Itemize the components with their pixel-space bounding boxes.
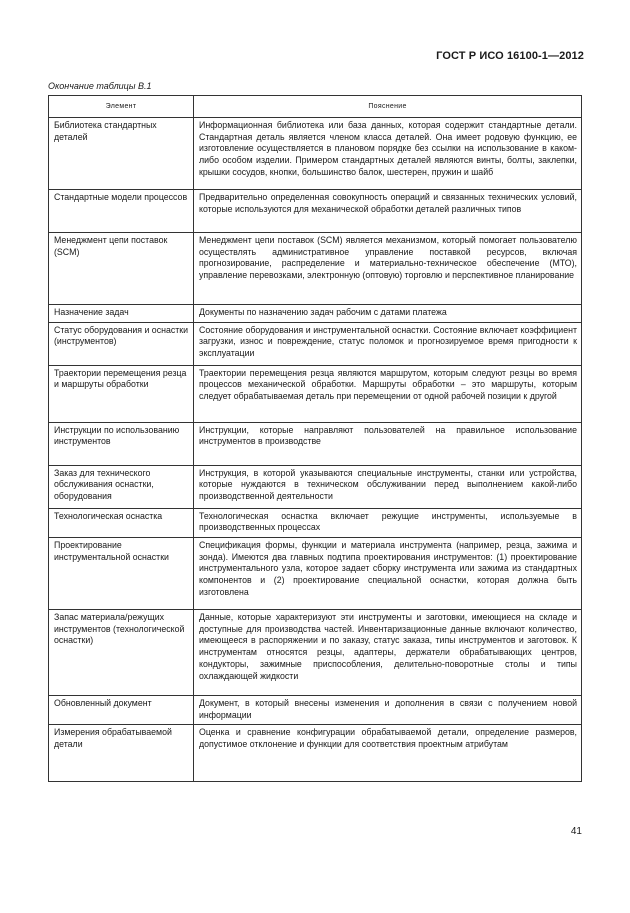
row-term: Траектории перемещения резца и маршруты обработки <box>49 365 194 422</box>
table-row <box>49 365 582 422</box>
table-row <box>49 610 582 696</box>
table-row <box>49 422 582 465</box>
row-term: Обновленный документ <box>49 696 194 725</box>
document-standard-header: ГОСТ Р ИСО 16100-1—2012 <box>436 50 584 62</box>
row-description: Состояние оборудования и инструментальной оснастки. Состояние включает коэффициент загрузки, износ и повреждение, статус поломок и прогнозируемое время пригодности к эксплуатации <box>194 322 582 365</box>
row-description: Документы по назначению задач рабочим с датами платежа <box>194 305 582 323</box>
row-term: Менеджмент цепи поставок (SCM) <box>49 233 194 305</box>
row-term: Измерения обрабатываемой детали <box>49 725 194 782</box>
row-description: Информационная библиотека или база данных, которая содержит стандартные детали. Стандартная деталь является членом класса деталей. Она имеет родовую функцию, ее изготовление осуществляется в плановом порядке без ссылки на использование в каком-либо особом изделии. Примером стандартных деталей являются винты, болты, заклепки, крышки сосудов, кнопки, большинство балок, шестерен, пружин и шайб <box>194 118 582 190</box>
row-description: Инструкция, в которой указываются специальные инструменты, станки или устройства, которые нуждаются в техническом обслуживании перед выполнением какой-либо производственной деятельности <box>194 465 582 508</box>
row-description: Документ, в который внесены изменения и дополнения в связи с получением новой информации <box>194 696 582 725</box>
table-header-row <box>49 96 582 118</box>
table-row <box>49 696 582 725</box>
row-description: Траектории перемещения резца являются маршрутом, которым следуют резцы во время процессов механической обработки. Маршруты обработки – это маршруты, которым следует обрабатываемая деталь при перемещении от одной рабочей позиции к другой <box>194 365 582 422</box>
row-description: Оценка и сравнение конфигурации обрабатываемой детали, определение размеров, допустимое отклонение и функции для соответствия проектным атрибутам <box>194 725 582 782</box>
column-header-element: Элемент <box>49 96 194 118</box>
row-term: Стандартные модели процессов <box>49 190 194 233</box>
table-row <box>49 465 582 508</box>
row-term: Проектирование инструментальной оснастки <box>49 538 194 610</box>
row-description: Предварительно определенная совокупность операций и связанных технических условий, которые используются для механической обработки деталей различных типов <box>194 190 582 233</box>
row-description: Инструкции, которые направляют пользователей на правильное использование инструментов в производстве <box>194 422 582 465</box>
table-row <box>49 538 582 610</box>
row-description: Технологическая оснастка включает режущие инструменты, используемые в производственных процессах <box>194 508 582 537</box>
page-number: 41 <box>570 826 582 837</box>
definitions-table <box>48 95 582 782</box>
row-description: Менеджмент цепи поставок (SCM) является механизмом, который помогает пользователю осуществлять административное управление поставкой ресурсов, включая прогнозирование, распределение и материально-техническое обеспечение (МТО), управление перевозками, электронную (оптовую) торговлю и перспективное планирование <box>194 233 582 305</box>
table-row <box>49 190 582 233</box>
table-row <box>49 118 582 190</box>
row-description: Данные, которые характеризуют эти инструменты и заготовки, имеющиеся на складе и доступные для производства частей. Инвентаризационные данные включают количество, имеющееся в распоряжении и по заказу, статус заказа, типы инструментов и заготовок. К инструментам относятся резцы, адаптеры, держатели обрабатывающих центров, кондукторы, зажимные приспособления, делительно-поворотные столы и типы охлаждающей жидкости <box>194 610 582 696</box>
column-header-explanation: Пояснение <box>194 96 582 118</box>
table-caption: Окончание таблицы В.1 <box>48 81 152 91</box>
table-row <box>49 725 582 782</box>
row-term: Технологическая оснастка <box>49 508 194 537</box>
row-term: Статус оборудования и оснастки (инструментов) <box>49 322 194 365</box>
row-description: Спецификация формы, функции и материала инструмента (например, резца, зажима и зонда). Имеются два главных подтипа проектирования инструментов: (1) проектирование инструментального узла, которое задает сборку инструмента или зажима из стандартных компонентов и (2) проектирование специальной оснастки, которая должна быть изготовлена <box>194 538 582 610</box>
row-term: Назначение задач <box>49 305 194 323</box>
row-term: Заказ для технического обслуживания оснастки, оборудования <box>49 465 194 508</box>
table-row <box>49 305 582 323</box>
row-term: Инструкции по использованию инструментов <box>49 422 194 465</box>
table-row <box>49 508 582 537</box>
table-row <box>49 233 582 305</box>
row-term: Библиотека стандартных деталей <box>49 118 194 190</box>
row-term: Запас материала/режущих инструментов (технологической оснастки) <box>49 610 194 696</box>
table-row <box>49 322 582 365</box>
